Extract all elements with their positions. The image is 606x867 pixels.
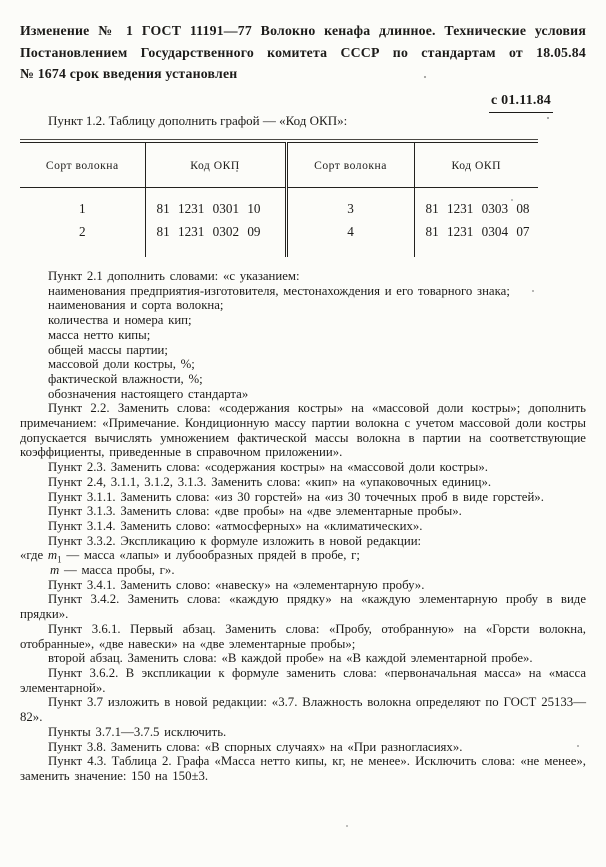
paragraph: Пункт 3.6.2. В экспликации к формуле заменить слова: «первоначальная масса» на «масса элементарной». — [20, 665, 586, 695]
formula-variable: m — [47, 548, 58, 563]
amendment-text — [20, 269, 586, 784]
fiber-sort-cell: 4 — [286, 220, 414, 257]
document-header — [20, 20, 586, 113]
col-header-sort-right: Сорт волокна — [286, 143, 414, 188]
paragraph: Пункт 3.4.1. Заменить слово: «навеску» на «элементарную пробу». — [48, 577, 425, 592]
fiber-sort-cell: 3 — [286, 188, 414, 221]
paragraph: Пункт 3.1.1. Заменить слова: «из 30 горстей» на «из 30 точечных проб в виде горстей». — [48, 489, 544, 504]
paragraph: наименования предприятия-изготовителя, местонахождения и его товарного знака; — [48, 283, 510, 298]
col-header-okp-left: Код ОКП — [145, 143, 286, 188]
header-number-line: № 1674 срок введения установлен — [20, 66, 238, 81]
header-decree-line: Постановлением Государственного комитета СССР по стандартам от 18.05.84 — [20, 44, 586, 60]
paragraph: Пункт 3.4.2. Заменить слова: «каждую прядку» на «каждую элементарную пробу в виде прядки». — [20, 592, 586, 622]
paragraph: Пункт 3.7 изложить в новой редакции: «3.7. Влажность волокна определяют по ГОСТ 25133—82». — [20, 695, 586, 725]
paragraph: количества и номера кип; — [48, 313, 192, 328]
paragraph: Пункт 2.3. Заменить слова: «содержания костры» на «массовой доли костры». — [48, 460, 488, 475]
okp-code-cell: 81 1231 0304 07 — [414, 220, 538, 257]
formula-variable: m — [50, 563, 60, 578]
paragraph: Пункт 3.3.2. Экспликацию к формуле изложить в новой редакции: — [48, 533, 422, 548]
paragraph: общей массы партии; — [48, 342, 168, 357]
okp-table-wrap — [20, 139, 538, 257]
paragraph: Пункт 3.8. Заменить слова: «В спорных случаях» на «При разногласиях». — [48, 739, 463, 754]
table-row — [20, 220, 538, 257]
paragraph: наименования и сорта волокна; — [48, 298, 224, 313]
col-header-sort-left: Сорт волокна — [20, 143, 145, 188]
effective-date: с 01.11.84 — [489, 90, 553, 114]
paragraph: Пункт 2.2. Заменить слова: «содержания костры» на «массовой доли костры»; дополнить примечанием: «Примечание. Кондиционную массу партии волокна с учетом массовой доли костры допускается вычислять умножением фактической массы волокна в партии на соответствующие коэффициенты, приведенные в справочном приложении». — [20, 401, 586, 460]
paragraph: фактической влажности, %; — [48, 371, 203, 386]
formula-subscript: 1 — [57, 554, 62, 565]
paragraph: второй абзац. Заменить слова: «В каждой пробе» на «В каждой элементарной пробе». — [48, 651, 533, 666]
paragraph: m — масса пробы, г». — [50, 563, 175, 578]
paragraph: обозначения настоящего стандарта» — [48, 386, 249, 401]
table-header-row — [20, 143, 538, 188]
paragraph: Пункт 3.1.3. Заменить слова: «две пробы» на «две элементарные пробы». — [48, 504, 462, 519]
paragraph: Пункт 3.1.4. Заменить слово: «атмосферных» на «климатических». — [48, 518, 423, 533]
col-header-okp-right: Код ОКП — [414, 143, 538, 188]
paragraph: Пункт 2.1 дополнить словами: «с указанием: — [48, 269, 300, 283]
paragraph: «где $m_1$ — масса «лапы» и лубообразных прядей в пробе, г; — [20, 548, 360, 565]
table-row — [20, 188, 538, 221]
intro-paragraph: Пункт 1.2. Таблицу дополнить графой — «Код ОКП»: — [48, 113, 348, 128]
paragraph: масса нетто кипы; — [48, 327, 151, 342]
okp-code-cell: 81 1231 0302 09 — [145, 220, 286, 257]
paragraph: Пункты 3.7.1—3.7.5 исключить. — [48, 724, 227, 739]
paragraph: Пункт 4.3. Таблица 2. Графа «Масса нетто кипы, кг, не менее». Исключить слова: «не менее», заменить значение: 150 на 150±3. — [20, 754, 586, 783]
header-title-line: Изменение № 1 ГОСТ 11191—77 Волокно кенафа длинное. Технические условия — [20, 23, 586, 38]
okp-code-cell: 81 1231 0301 10 — [145, 188, 286, 221]
paragraph: Пункт 2.4, 3.1.1, 3.1.2, 3.1.3. Заменить слова: «кип» на «упаковочных единиц». — [48, 474, 492, 489]
effective-date-line — [20, 90, 586, 114]
paragraph: массовой доли костры, %; — [48, 357, 195, 372]
okp-code-cell: 81 1231 0303 08 — [414, 188, 538, 221]
fiber-sort-cell: 2 — [78, 224, 86, 239]
paragraph: Пункт 3.6.1. Первый абзац. Заменить слова: «Пробу, отобранную» на «Горсти волокна, отобранные», «две навески» на «две элементарные пробы»; — [20, 621, 586, 651]
fiber-sort-cell: 1 — [78, 201, 86, 216]
okp-code-table — [20, 142, 538, 257]
